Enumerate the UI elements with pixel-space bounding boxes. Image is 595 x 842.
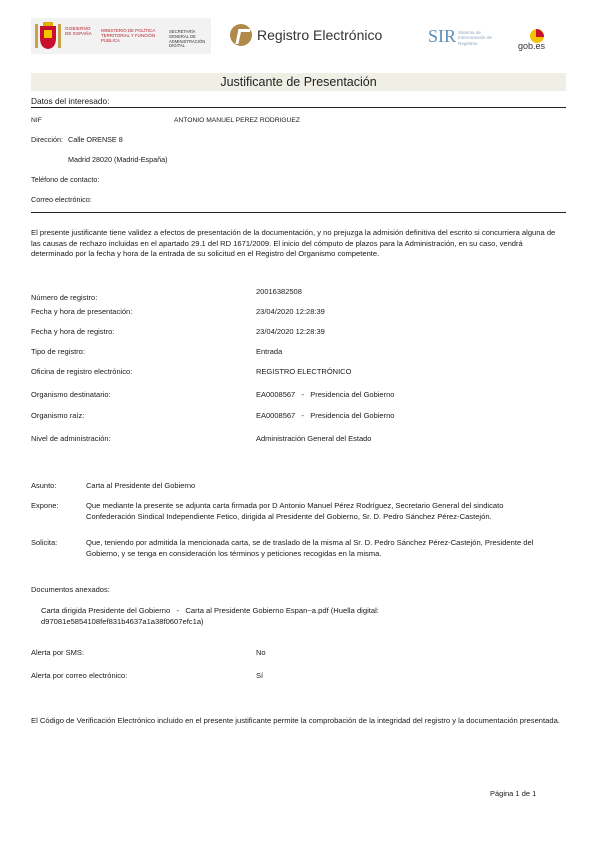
disclaimer-text: El presente justificante tiene validez a efectos de presentación de la documentación, y no prejuzga la admisión definitiva del escrito si concurriera alguna de las causas de rechazo incluidas en el apartado 29.1 del RD 1671/2009. El inicio del cómputo de plazos para la Administración, en su caso, vendrá determinado por la fecha y hora de la entrada de su solicitud en el Registro del Organismo competente. (31, 228, 556, 258)
nif-label: NIF (31, 117, 42, 124)
numero-registro-value: 20016382508 (256, 287, 302, 296)
gobierno-text: GOBIERNO DE ESPAÑA (65, 26, 92, 37)
tipo-registro-value: Entrada (256, 347, 283, 356)
gob-es-logo (516, 29, 556, 53)
sir-logo (428, 26, 498, 50)
registro-logo-icon (230, 24, 252, 46)
oficina-label: Oficina de registro electrónico: (31, 367, 133, 376)
interesado-name: ANTONIO MANUEL PEREZ RODRIGUEZ (174, 117, 300, 124)
direccion-label: Dirección: (31, 135, 63, 144)
nivel-administracion-label: Nivel de administración: (31, 434, 111, 443)
telefono-label: Teléfono de contacto: (31, 175, 100, 184)
page-number: Página 1 de 1 (490, 789, 537, 798)
direccion-line2: Madrid 28020 (Madrid-España) (68, 155, 168, 164)
organismo-destinatario-label: Organismo destinatario: (31, 390, 111, 399)
expone-value: Que mediante la presente se adjunta carta firmada por D Antonio Manuel Pérez Rodríguez, Secretario General del sindicato Confederación Sindical Independiente Fetico, dirigida al Presidente del Gobierno, Sr. D. Pedro Sánchez Pérez-Castejón. (86, 501, 504, 521)
sir-letters: SIR (428, 26, 457, 46)
organismo-raiz-label: Organismo raíz: (31, 411, 85, 420)
nivel-administracion-value: Administración General del Estado (256, 434, 372, 443)
asunto-value: Carta al Presidente del Gobierno (86, 481, 196, 490)
alerta-correo-value: Sí (256, 671, 264, 680)
fecha-registro-value: 23/04/2020 12:28:39 (256, 327, 325, 336)
sir-text: Sistema de Interconexión de Registros (458, 30, 492, 46)
registro-logo-text: Registro Electrónico (257, 27, 383, 43)
footer-note: El Código de Verificación Electrónico incluido en el presente justificante permite la comprobación de la integridad del registro y la documentación presentada. (31, 716, 560, 725)
page-title: Justificante de Presentación (31, 73, 566, 91)
ministerio-text: MINISTERIO DE POLÍTICA TERRITORIAL Y FUNCIÓN PÚBLICA (101, 28, 155, 43)
organismo-raiz-value: EA0008567 - Presidencia del Gobierno (256, 411, 395, 420)
alerta-sms-label: Alerta por SMS: (31, 648, 84, 657)
coat-of-arms-icon (35, 22, 61, 50)
secretaria-text: SECRETARÍA GENERAL DE ADMINISTRACIÓN DIGITAL (169, 29, 206, 49)
numero-registro-label: Número de registro: (31, 293, 98, 302)
divider (31, 212, 566, 213)
expone-label: Expone: (31, 501, 59, 510)
interesado-heading: Datos del interesado: (31, 96, 110, 106)
oficina-value: REGISTRO ELECTRÓNICO (256, 367, 352, 376)
tipo-registro-label: Tipo de registro: (31, 347, 85, 356)
documento-item: Carta dirigida Presidente del Gobierno - Carta al Presidente Gobierno Espan~a.pdf (Huella digital: d97081e5854108fef831b4637a1a38f0607efc1a) (41, 606, 382, 626)
fecha-presentacion-label: Fecha y hora de presentación: (31, 307, 133, 316)
solicita-label: Solicita: (31, 538, 58, 547)
alerta-correo-label: Alerta por correo electrónico: (31, 671, 128, 680)
divider (31, 107, 566, 108)
fecha-presentacion-value: 23/04/2020 12:28:39 (256, 307, 325, 316)
correo-label: Correo electrónico: (31, 195, 92, 204)
fecha-registro-label: Fecha y hora de registro: (31, 327, 115, 336)
gobierno-espana-logo (31, 18, 211, 54)
direccion-line1: Calle ORENSE 8 (68, 135, 123, 144)
gob-es-flag-icon (536, 29, 544, 37)
organismo-destinatario-value: EA0008567 - Presidencia del Gobierno (256, 390, 395, 399)
solicita-value: Que, teniendo por admitida la mencionada carta, se de traslado de la misma al Sr. D. Pedro Sánchez Pérez-Castejón, Presidente del Gobierno, y se tenga en consideración los términos y peticiones recogidas en la misma. (86, 538, 534, 558)
alerta-sms-value: No (256, 648, 266, 657)
gob-es-text: gob.es (518, 41, 546, 51)
documentos-heading: Documentos anexados: (31, 585, 110, 594)
registro-row (31, 287, 97, 305)
asunto-label: Asunto: (31, 481, 57, 490)
